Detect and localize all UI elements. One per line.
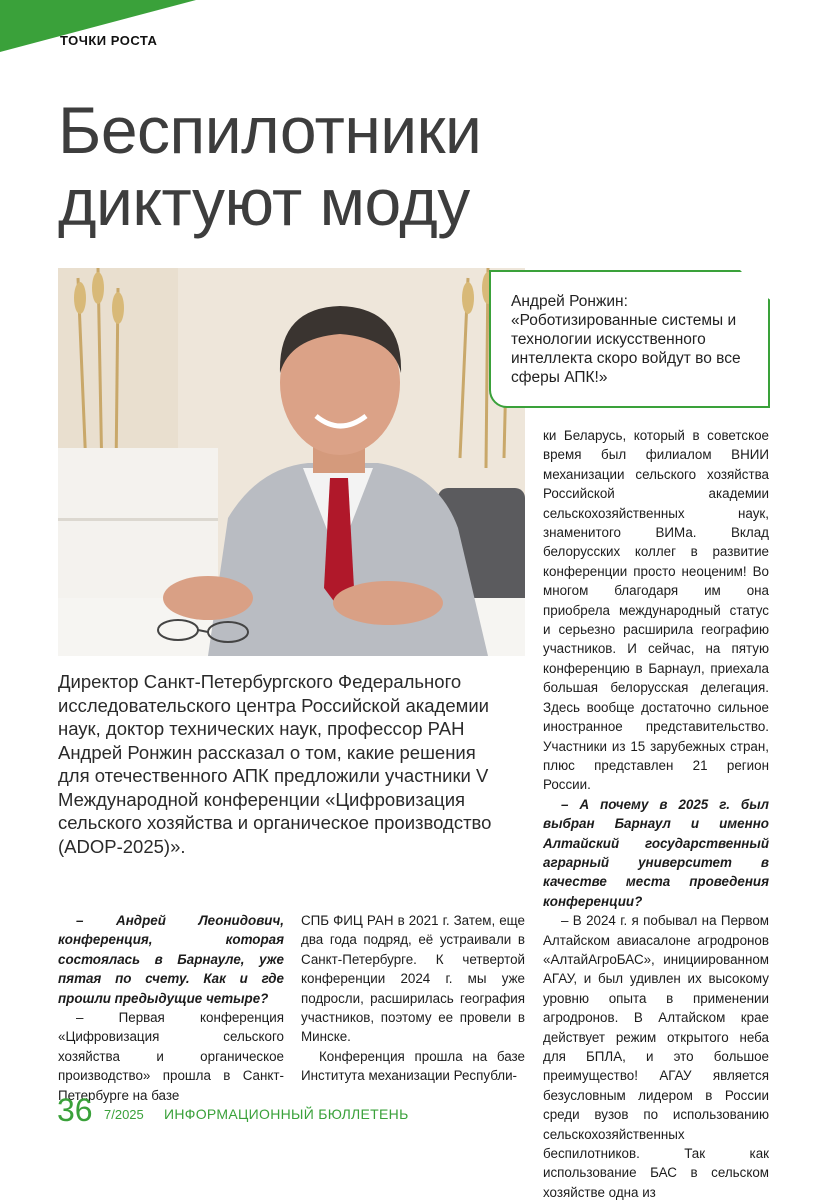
portrait-illustration (58, 268, 525, 656)
portrait-photo (58, 268, 525, 656)
issue-number: 7/2025 (104, 1107, 144, 1122)
quote-author: Андрей Ронжин: (511, 293, 628, 310)
lead-paragraph: Директор Санкт-Петербургского Федерального исследовательского центра Российской академии наук, доктор технических наук, профессор РАН Андрей Ронжин рассказал о том, какие решения для отечественного АПК предложили участники V Международной конференции «Цифровизация сельского хозяйства и органическое производство (ADOP-2025)». (58, 671, 492, 857)
quote-text: «Роботизированные системы и технологии искусственного интеллекта скоро войдут во все сферы АПК!» (511, 312, 741, 386)
text-column-left (58, 911, 284, 1105)
headline-line-1: Беспилотники (58, 93, 482, 167)
interview-answer: – Первая конференция «Цифровизация сельского хозяйства и органическое производство» прошла в Санкт-Петербурге на базе (58, 1010, 284, 1103)
headline-line-2: диктуют моду (58, 165, 470, 239)
interview-question: – А почему в 2025 г. был выбран Барнаул и именно Алтайский государственный аграрный университет в качестве места проведения конференции? (543, 796, 769, 909)
interview-answer: – В 2024 г. я побывал на Первом Алтайском авиасалоне агродронов «АлтайАгроБАС», инициированном АГАУ, и был удивлен их высокому уровню опыта в применении агродронов. В Алтайском крае действует режим открытого неба для БПЛА, и это большое преимущество! АГАУ является безусловным лидером в России среди вузов по использованию сельскохозяйственных беспилотников. Так как использование БАС в сельском хозяйстве одна из (543, 913, 769, 1200)
interview-question: – Андрей Леонидович, конференция, которая состоялась в Барнауле, уже пятая по счету. Как и где прошли предыдущие четыре? (58, 913, 284, 1006)
body-paragraph: ки Беларусь, который в советское время был филиалом ВНИИ механизации сельского хозяйства Российской академии сельскохозяйственных наук, знаменитого ВИМа. Вклад белорусских коллег в развитие конференции просто неоценим! Во многом благодаря им она приобрела международный статус и серьезно расширила географию участников. И сейчас, на пятую конференцию в Барнаул, приехала большая белорусская делегация. Здесь вообще достаточно сильное иностранное представительство. Участники из 15 зарубежных стран, плюс представлен 21 регион России. (543, 428, 769, 793)
page-number: 36 (57, 1092, 93, 1128)
text-column-middle (301, 911, 525, 1086)
publication-title: ИНФОРМАЦИОННЫЙ БЮЛЛЕТЕНЬ (164, 1106, 409, 1122)
body-paragraph: СПБ ФИЦ РАН в 2021 г. Затем, еще два года подряд, её устраивали в Санкт-Петербурге. К четвертой конференции 2024 г. мы уже подросли, расширилась география участников, поэтому ее провели в Минске. (301, 913, 525, 1045)
headline (58, 94, 618, 238)
pull-quote-box (489, 270, 770, 408)
text-column-right (543, 426, 769, 1202)
section-label: ТОЧКИ РОСТА (60, 33, 158, 48)
body-paragraph: Конференция прошла на базе Института механизации Республи- (301, 1048, 525, 1084)
